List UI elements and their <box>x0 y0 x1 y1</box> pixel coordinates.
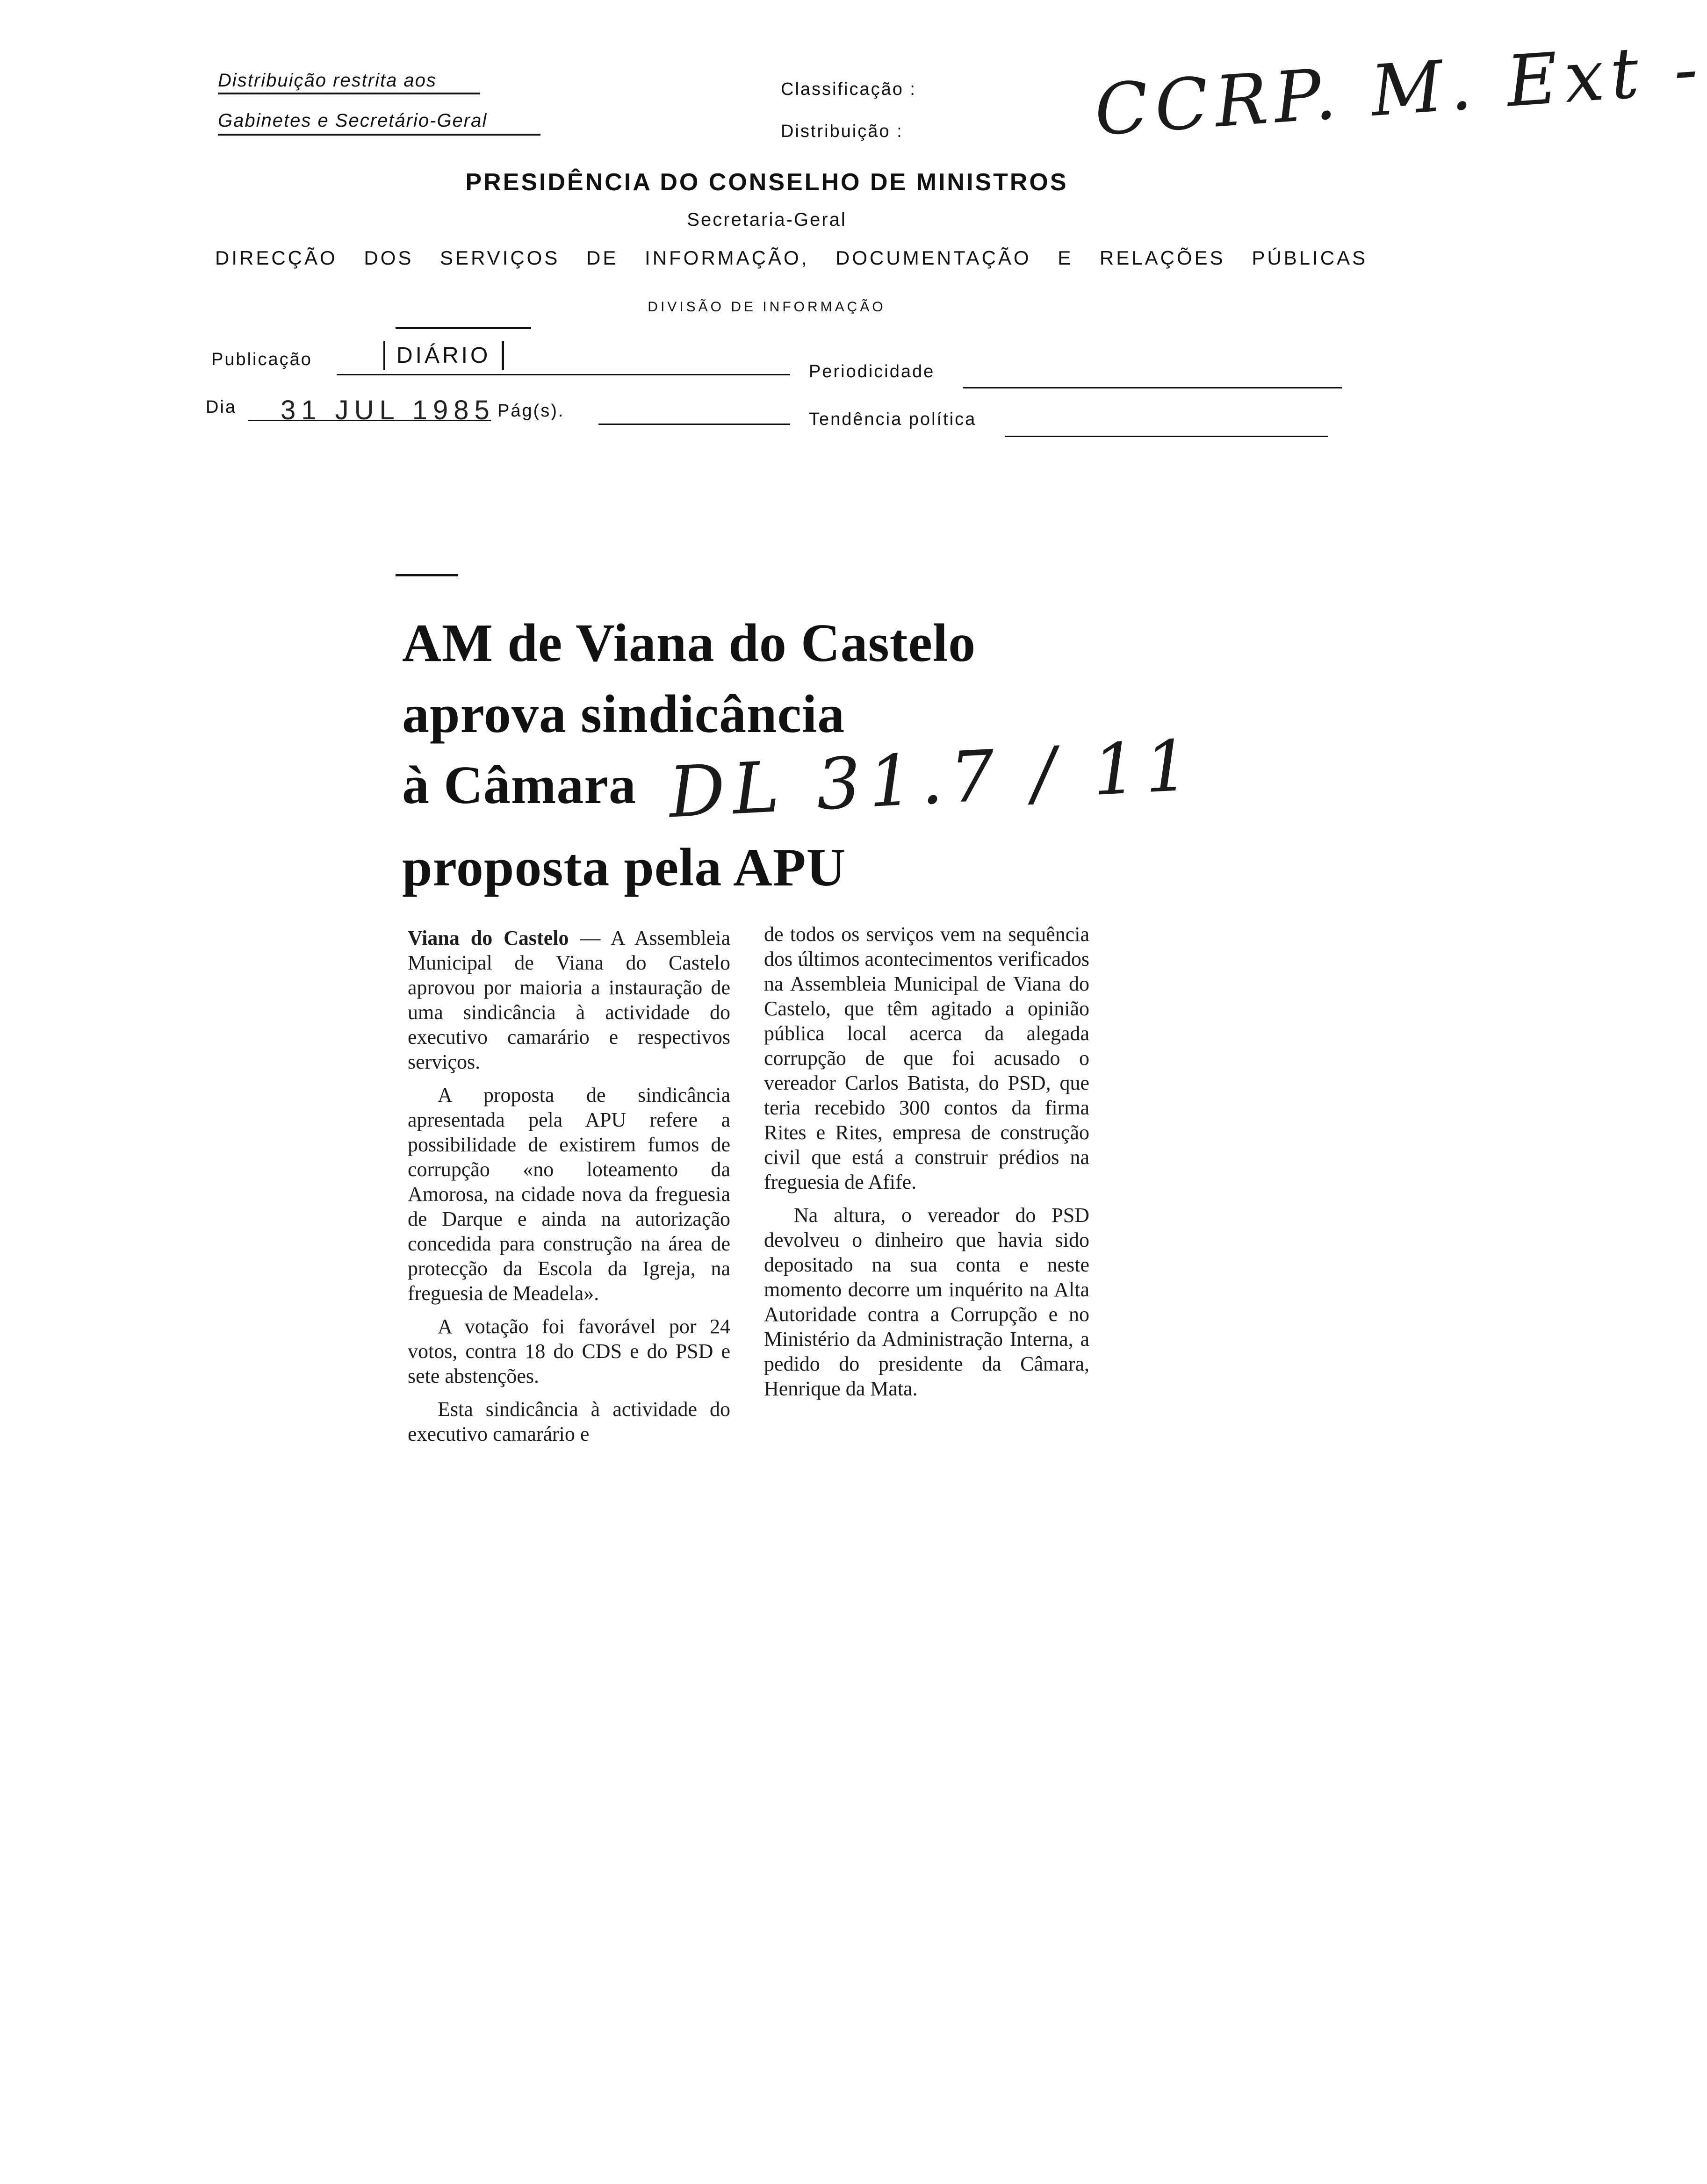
restriction-underline-1 <box>218 93 480 94</box>
article-paragraph: de todos os serviços vem na sequência dos últimos acontecimentos verificados na Assembleia Municipal de Viana do Castelo, que têm agitado a opinião pública local acerca da alegada corrupção de que foi acusado o vereador Carlos Batista, do PSD, que teria recebido 300 contos da firma Rites e Rites, empresa de construção civil que está a construir prédios na freguesia de Afife. <box>764 923 1089 1193</box>
publication-label: Publicação <box>211 350 312 369</box>
handwritten-note: CCRP. M. Ext - <box>1092 28 1707 152</box>
political-line <box>1005 436 1328 437</box>
headline-line-3: à Câmara <box>402 755 636 815</box>
article-paragraph: Viana do Castelo — A Assembleia Municipal de Viana do Castelo aprovou por maioria a instauração de uma sindicância à actividade do executivo camarário e respectivos serviços. <box>408 927 730 1073</box>
periodicity-label: Periodicidade <box>809 362 935 381</box>
office-subtitle: Secretaria-Geral <box>687 209 847 230</box>
directorate-line: DIRECÇÃO DOS SERVIÇOS DE INFORMAÇÃO, DOCUMENTAÇÃO E RELAÇÕES PÚBLICAS <box>215 247 1368 269</box>
article-paragraph: A proposta de sindicância apresentada pela APU refere a possibilidade de existirem fumos de corrupção «no loteamento da Amorosa, na cidade nova da freguesia de Darque e ainda na autorização concedida para construção na área de protecção da Escola da Igreja, na freguesia de Meadela». <box>408 1084 730 1305</box>
publication-stamp-rule <box>396 327 531 329</box>
headline-line-4: proposta pela APU <box>402 838 846 898</box>
headline-line-2: aprova sindicância <box>402 684 845 744</box>
restriction-line-2: Gabinetes e Secretário-Geral <box>218 110 488 131</box>
pages-label: Pág(s). <box>497 401 565 421</box>
article-paragraph: A votação foi favorável por 24 votos, contra 18 do CDS e do PSD e sete abstenções. <box>408 1315 730 1387</box>
article-column-2 <box>764 922 1089 1409</box>
periodicity-line <box>963 387 1342 388</box>
political-label: Tendência política <box>809 410 977 429</box>
classification-label: Classificação : <box>781 79 916 99</box>
division-line: DIVISÃO DE INFORMAÇÃO <box>648 299 886 315</box>
office-title: PRESIDÊNCIA DO CONSELHO DE MINISTROS <box>465 169 1068 196</box>
day-value: 31 JUL 1985 <box>281 395 495 425</box>
article-paragraph: Esta sindicância à actividade do executivo camarário e <box>408 1398 730 1445</box>
restriction-line-1: Distribuição restrita aos <box>218 70 437 91</box>
day-label: Dia <box>206 397 237 417</box>
restriction-underline-2 <box>218 134 540 136</box>
article-paragraph: Na altura, o vereador do PSD devolveu o dinheiro que havia sido depositado na sua conta e neste momento decorre um inquérito na Alta Autoridade contra a Corrupção e no Ministério da Administração Interna, a pedido do presidente da Câmara, Henrique da Mata. <box>764 1204 1089 1400</box>
article-dateline: Viana do Castelo <box>408 927 569 949</box>
headline-line-1: AM de Viana do Castelo <box>402 613 976 673</box>
handwritten-annotation: DL 31.7 / 11 <box>667 725 1199 834</box>
clipping-mark <box>396 574 458 576</box>
article-column-1 <box>408 926 730 1455</box>
publication-line <box>337 374 790 375</box>
publication-stamp: DIÁRIO <box>383 341 504 370</box>
pages-line <box>598 424 790 425</box>
distribution-label: Distribuição : <box>781 122 903 141</box>
